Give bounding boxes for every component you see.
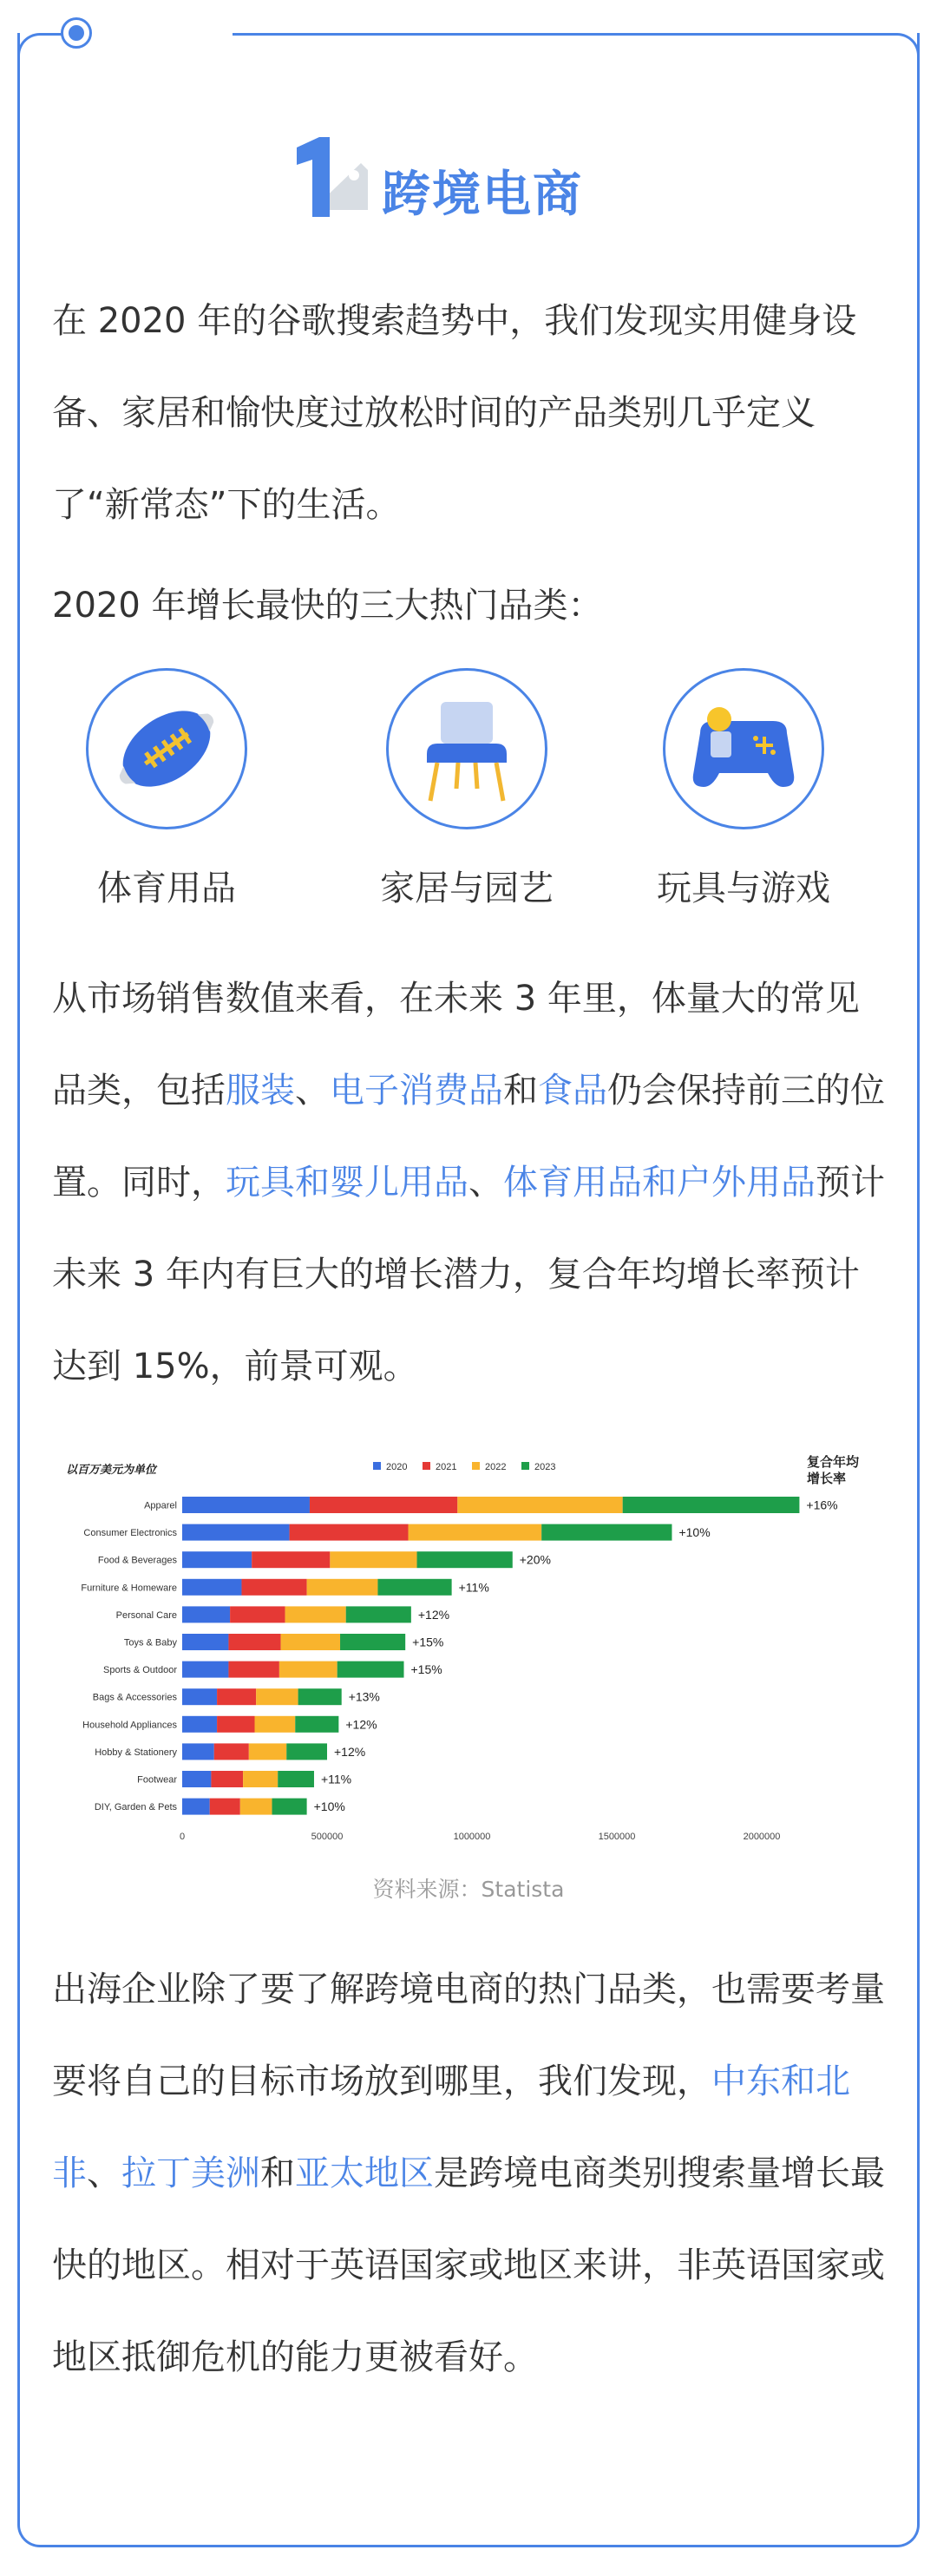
- page-title: 跨境电商: [382, 167, 583, 223]
- category-label: 家居与园艺: [380, 868, 554, 908]
- legend-label-2023: 2023: [534, 1462, 556, 1472]
- bar-2023: [272, 1799, 307, 1815]
- growth-data-label: +10%: [313, 1799, 345, 1814]
- bar-2021: [214, 1743, 249, 1760]
- growth-data-label: +16%: [806, 1498, 838, 1512]
- growth-data-label: +10%: [678, 1525, 711, 1540]
- bar-2022: [240, 1799, 272, 1815]
- intro-paragraph: 在 2020 年的谷歌搜索趋势中，我们发现实用健身设备、家居和愉快度过放松时间的产品类别几乎定义了“新常态”下的生活。: [52, 301, 857, 525]
- highlight-toys-baby: 玩具和婴儿用品: [226, 1163, 468, 1203]
- category-circle: [86, 668, 247, 829]
- bar-2023: [377, 1579, 451, 1596]
- category-tick-label: DIY, Garden & Pets: [94, 1802, 177, 1813]
- x-tick-label: 0: [179, 1832, 186, 1843]
- category-circle: [386, 668, 547, 829]
- category-circle: [663, 668, 824, 829]
- bar-2022: [243, 1771, 278, 1787]
- growth-data-label: +20%: [519, 1552, 551, 1567]
- x-tick-label: 1500000: [598, 1832, 636, 1843]
- legend-label-2022: 2022: [485, 1462, 507, 1472]
- market-text-1: 从市场销售数值来看，在未来 3 年里，体量大的常见品类，包括: [52, 979, 860, 1111]
- bar-2022: [249, 1743, 286, 1760]
- growth-header-line2: 增长率: [807, 1471, 847, 1486]
- market-text-2: 、: [295, 1071, 330, 1111]
- bar-2023: [346, 1606, 411, 1622]
- category-tick-label: Hobby & Stationery: [95, 1747, 177, 1758]
- bar-2021: [217, 1716, 254, 1733]
- category-label: 玩具与游戏: [657, 868, 830, 908]
- growth-data-label: +13%: [348, 1689, 380, 1704]
- category-tick-label: Footwear: [137, 1774, 177, 1786]
- category-tick-label: Personal Care: [115, 1609, 177, 1621]
- category-tick-label: Bags & Accessories: [92, 1692, 177, 1703]
- bar-2023: [337, 1662, 404, 1678]
- highlight-food: 食品: [538, 1071, 607, 1111]
- market-text-3: 和: [503, 1071, 538, 1111]
- closing-paragraph: [52, 1943, 894, 2403]
- bar-2023: [295, 1716, 338, 1733]
- bar-2022: [409, 1524, 542, 1541]
- growth-data-label: +15%: [410, 1662, 442, 1677]
- bar-2022: [307, 1579, 378, 1596]
- category-tick-label: Household Appliances: [82, 1720, 177, 1731]
- bar-2021: [310, 1497, 457, 1513]
- highlight-apac: 亚太地区: [295, 2153, 434, 2193]
- intro-subtitle: 2020 年增长最快的三大热门品类：: [52, 586, 603, 626]
- bar-2023: [623, 1497, 800, 1513]
- growth-header-line1: 复合年均: [807, 1454, 860, 1470]
- growth-data-label: +11%: [458, 1580, 489, 1595]
- frame-corner-right: [233, 33, 920, 68]
- market-text-6: 预计未来 3 年内有巨大的增长潜力，复合年均增长率预计达到 15%，前景可观。: [52, 1163, 885, 1386]
- market-text-5: 、: [468, 1163, 503, 1203]
- highlight-sports-outdoor: 体育用品和户外用品: [503, 1163, 816, 1203]
- closing-text-1: 出海企业除了要了解跨境电商的热门品类，也需要考量要将自己的目标市场放到哪里，我们发现，: [52, 1970, 885, 2101]
- legend-swatch-2022: [472, 1462, 480, 1470]
- bar-2022: [330, 1551, 416, 1568]
- bar-2021: [290, 1524, 409, 1541]
- bar-2020: [182, 1579, 241, 1596]
- bar-2022: [279, 1662, 337, 1678]
- section-title: [278, 130, 659, 226]
- category-tick-label: Apparel: [144, 1500, 177, 1511]
- category-tick-label: Consumer Electronics: [83, 1528, 177, 1539]
- legend-swatch-2020: [373, 1462, 381, 1470]
- category-tick-label: Food & Beverages: [97, 1555, 177, 1566]
- frame-dot-center: [69, 25, 84, 41]
- gamepad-icon: [665, 671, 822, 827]
- bar-2020: [182, 1771, 211, 1787]
- bar-2020: [182, 1524, 290, 1541]
- bar-2023: [278, 1771, 314, 1787]
- bar-2021: [228, 1662, 278, 1678]
- bar-2020: [182, 1743, 214, 1760]
- x-tick-label: 500000: [311, 1832, 344, 1843]
- category-label: 体育用品: [97, 868, 236, 908]
- closing-text-2: 、: [87, 2153, 121, 2193]
- category-tick-label: Sports & Outdoor: [103, 1665, 177, 1676]
- bar-2020: [182, 1606, 230, 1622]
- bar-2021: [252, 1551, 330, 1568]
- highlight-mena: 中东和北非: [52, 2061, 850, 2193]
- bar-2023: [298, 1688, 342, 1705]
- bar-2020: [182, 1688, 217, 1705]
- closing-text-3: 和: [260, 2153, 295, 2193]
- category-sports: [71, 668, 262, 910]
- category-growth-chart: [52, 1447, 885, 1872]
- category-tick-label: Toys & Baby: [123, 1637, 177, 1649]
- chart-unit-label: 以百万美元为单位: [66, 1463, 157, 1476]
- growth-data-label: +12%: [417, 1607, 450, 1622]
- bar-2023: [340, 1634, 405, 1650]
- market-text-4: 仍会保持前三的位置。同时，: [52, 1071, 885, 1203]
- bar-2022: [255, 1716, 296, 1733]
- bar-2021: [217, 1688, 256, 1705]
- growth-data-label: +12%: [334, 1744, 366, 1759]
- category-toys-games: [626, 668, 861, 910]
- legend-swatch-2021: [423, 1462, 430, 1470]
- football-icon: [88, 671, 245, 827]
- market-paragraph: [52, 953, 894, 1413]
- growth-data-label: +15%: [412, 1635, 444, 1649]
- bar-2020: [182, 1662, 228, 1678]
- bar-2022: [256, 1688, 298, 1705]
- bar-2023: [286, 1743, 327, 1760]
- bar-2021: [210, 1799, 240, 1815]
- legend-label-2021: 2021: [436, 1462, 457, 1472]
- growth-data-label: +11%: [320, 1772, 352, 1786]
- bar-2020: [182, 1634, 228, 1650]
- highlight-latam: 拉丁美洲: [121, 2153, 260, 2193]
- closing-text-4: 是跨境电商类别搜索量增长最快的地区。相对于英语国家或地区来讲，非英语国家或地区抵御危机的能力更被看好。: [52, 2153, 885, 2377]
- bar-2021: [230, 1606, 285, 1622]
- bar-2023: [417, 1551, 513, 1568]
- bar-2021: [241, 1579, 306, 1596]
- chart-source: 资料来源：Statista: [372, 1877, 565, 1902]
- bar-2022: [285, 1606, 346, 1622]
- bar-2020: [182, 1716, 217, 1733]
- legend-swatch-2023: [521, 1462, 529, 1470]
- highlight-electronics: 电子消费品: [330, 1071, 503, 1111]
- category-home-garden: [358, 668, 575, 910]
- legend-label-2020: 2020: [386, 1462, 408, 1472]
- chair-icon: [389, 671, 545, 827]
- bar-2023: [541, 1524, 672, 1541]
- x-tick-label: 2000000: [743, 1832, 781, 1843]
- bar-2022: [281, 1634, 340, 1650]
- highlight-apparel: 服装: [226, 1071, 295, 1111]
- bar-2020: [182, 1497, 310, 1513]
- bar-2020: [182, 1551, 252, 1568]
- bar-2020: [182, 1799, 210, 1815]
- bar-2021: [228, 1634, 280, 1650]
- category-tick-label: Furniture & Homeware: [81, 1583, 177, 1594]
- bar-2021: [211, 1771, 243, 1787]
- bar-2022: [457, 1497, 622, 1513]
- number-one-icon: [278, 130, 382, 226]
- growth-data-label: +12%: [345, 1717, 377, 1732]
- x-tick-label: 1000000: [453, 1832, 491, 1843]
